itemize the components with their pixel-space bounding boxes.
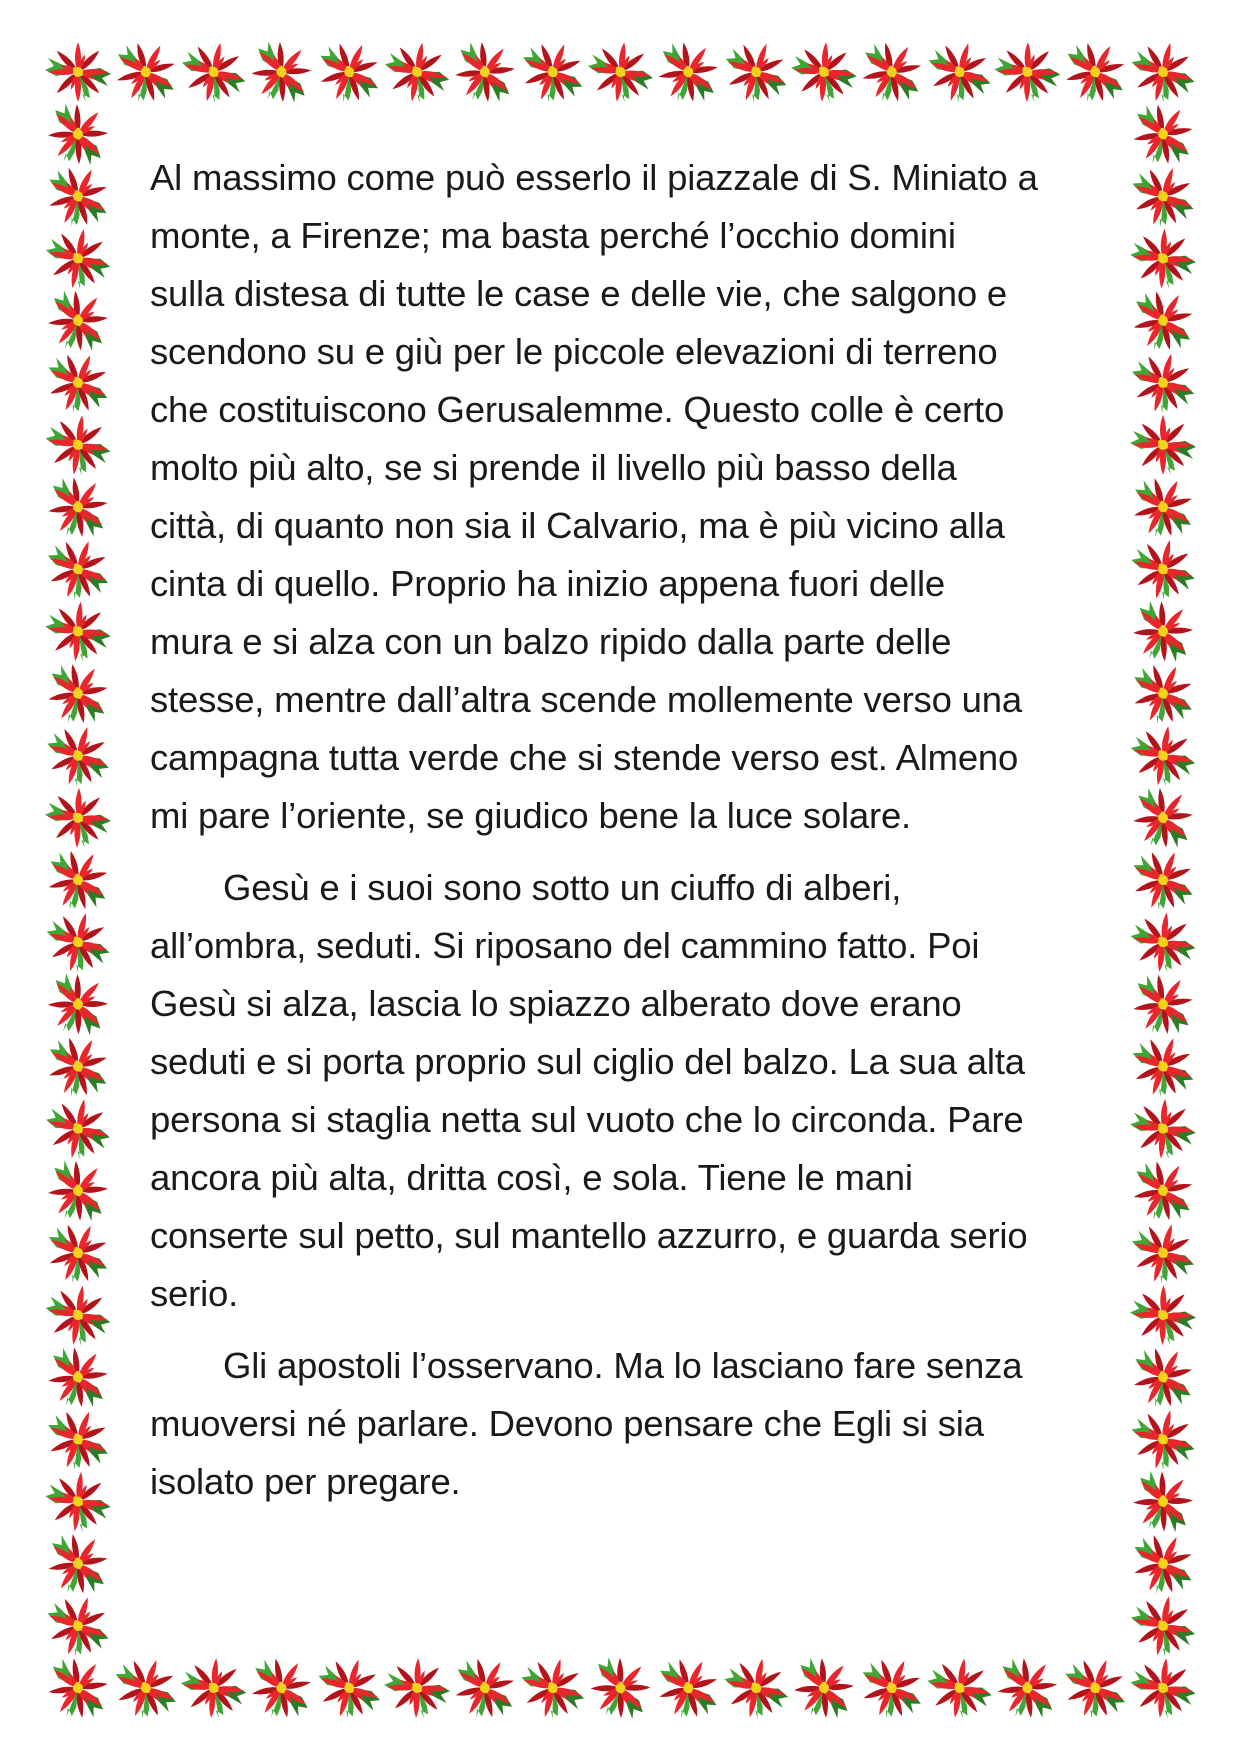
- poinsettia-icon: [1127, 1655, 1199, 1722]
- poinsettia-icon: [1127, 908, 1200, 976]
- poinsettia-icon: [237, 1645, 325, 1732]
- poinsettia-icon: [34, 463, 123, 551]
- poinsettia-icon: [41, 411, 115, 480]
- poinsettia-icon: [33, 90, 122, 179]
- poinsettia-icon: [36, 342, 121, 424]
- poinsettia-icon: [39, 1092, 116, 1164]
- poinsettia-icon: [41, 1280, 116, 1350]
- poinsettia-icon: [1125, 1590, 1201, 1661]
- poinsettia-icon: [38, 905, 117, 980]
- poinsettia-icon: [1120, 1522, 1206, 1605]
- poinsettia-icon: [34, 1333, 123, 1421]
- poinsettia-icon: [33, 276, 122, 364]
- poinsettia-icon: [1124, 1402, 1203, 1476]
- poinsettia-icon: [1053, 1648, 1137, 1728]
- poinsettia-icon: [178, 1655, 249, 1721]
- poinsettia-icon: [102, 30, 189, 114]
- poinsettia-icon: [919, 34, 1000, 111]
- poinsettia-icon: [40, 223, 116, 294]
- poinsettia-icon: [42, 1468, 114, 1535]
- poinsettia-icon: [576, 1643, 665, 1732]
- poinsettia-icon: [1130, 415, 1196, 475]
- poinsettia-icon: [34, 1520, 122, 1607]
- paragraph-2: Gesù e i suoi sono sotto un ciuffo di alberi, all’ombra, seduti. Si riposano del cammino fatto. Poi Gesù si alza, lascia lo spiazzo alberato dove erano seduti e si porta proprio sul ciglio del balzo. La sua alta persona si staglia netta sul vuoto che lo circonda. Pare ancora più alta, dritta così, e sola. Tiene le mani conserte sul petto, sul mantello azzurro, e guarda serio serio.: [150, 867, 1028, 1314]
- poinsettia-icon: [33, 1146, 122, 1235]
- poinsettia-icon: [1123, 1215, 1204, 1292]
- poinsettia-icon: [1124, 35, 1203, 109]
- poinsettia-icon: [1119, 961, 1208, 1048]
- poinsettia-icon: [34, 650, 122, 737]
- poinsettia-icon: [1123, 345, 1203, 421]
- poinsettia-icon: [34, 837, 121, 922]
- poinsettia-icon: [1128, 227, 1197, 290]
- poinsettia-icon: [1119, 1148, 1207, 1234]
- poinsettia-icon: [37, 717, 118, 794]
- poinsettia-icon: [237, 28, 326, 117]
- poinsettia-icon: [789, 40, 859, 104]
- poinsettia-icon: [1052, 30, 1139, 115]
- paragraph-1: Al massimo come può esserlo il piazzale di S. Miniato a monte, a Firenze; ma basta perché l’occhio domini sulla distesa di tutte le case e delle vie, che salgono e scendono su e giù per le piccole elevazioni di terreno che costituiscono Gerusalemme. Questo colle è certo molto più alto, se si prende il livello più basso della città, di quanto non sia il Calvario, ma è più vicino alla cinta di quello. Proprio ha inizio appena fuori delle mura e si alza con un balzo ripido dalla parte delle stesse, mentre dall’altra scende mollemente verso una campagna tutta verde che si stende verso est. Almeno mi pare l’oriente, se giudico bene la luce solare.: [150, 157, 1038, 836]
- poinsettia-icon: [440, 28, 529, 116]
- poinsettia-icon: [45, 42, 111, 102]
- poinsettia-icon: [1122, 1027, 1205, 1106]
- poinsettia-icon: [37, 1587, 119, 1665]
- poinsettia-icon: [1119, 91, 1207, 178]
- poinsettia-icon: [175, 35, 253, 108]
- poinsettia-icon: [34, 1644, 123, 1732]
- poinsettia-icon: [35, 1024, 121, 1108]
- poinsettia-icon: [513, 1650, 592, 1725]
- document-body: [150, 149, 1090, 1525]
- poinsettia-icon: [1125, 720, 1200, 791]
- poinsettia-icon: [306, 31, 392, 114]
- poinsettia-icon: [309, 1649, 390, 1726]
- poinsettia-icon: [1120, 465, 1207, 549]
- poinsettia-icon: [383, 1657, 451, 1719]
- poinsettia-icon: [644, 28, 733, 115]
- poinsettia-icon: [1120, 652, 1206, 735]
- poinsettia-icon: [35, 155, 121, 238]
- poinsettia-icon: [36, 1399, 120, 1479]
- poinsettia-icon: [645, 1646, 731, 1730]
- poinsettia-icon: [1118, 1457, 1207, 1546]
- poinsettia-icon: [983, 1644, 1072, 1732]
- poinsettia-icon: [1118, 587, 1207, 676]
- poinsettia-icon: [849, 1647, 934, 1729]
- poinsettia-icon: [584, 38, 657, 106]
- poinsettia-icon: [44, 787, 112, 849]
- poinsettia-icon: [104, 1648, 187, 1728]
- poinsettia-icon: [1129, 1285, 1196, 1346]
- poinsettia-icon: [718, 1652, 795, 1724]
- poinsettia-icon: [33, 960, 122, 1049]
- poinsettia-icon: [715, 33, 798, 112]
- poinsettia-icon: [35, 1212, 120, 1294]
- poinsettia-icon: [1121, 839, 1205, 920]
- poinsettia-icon: [1122, 157, 1204, 235]
- poinsettia-icon: [922, 1653, 997, 1723]
- poinsettia-icon: [779, 1644, 868, 1733]
- poinsettia-icon: [1118, 774, 1207, 862]
- poinsettia-icon: [1119, 1335, 1206, 1420]
- poinsettia-icon: [1124, 533, 1202, 606]
- poinsettia-icon: [441, 1645, 528, 1730]
- poinsettia-icon: [511, 31, 595, 112]
- paragraph-3: Gli apostoli l’osservano. Ma lo lasciano fare senza muoversi né parlare. Devono pensare che Egli si sia isolato per pregare.: [150, 1345, 1023, 1502]
- poinsettia-icon: [1128, 1096, 1198, 1160]
- poinsettia-icon: [43, 599, 114, 665]
- poinsettia-icon: [379, 37, 454, 108]
- poinsettia-icon: [848, 29, 936, 115]
- poinsettia-icon: [36, 529, 119, 609]
- poinsettia-icon: [1119, 278, 1207, 364]
- poinsettia-icon: [994, 41, 1061, 102]
